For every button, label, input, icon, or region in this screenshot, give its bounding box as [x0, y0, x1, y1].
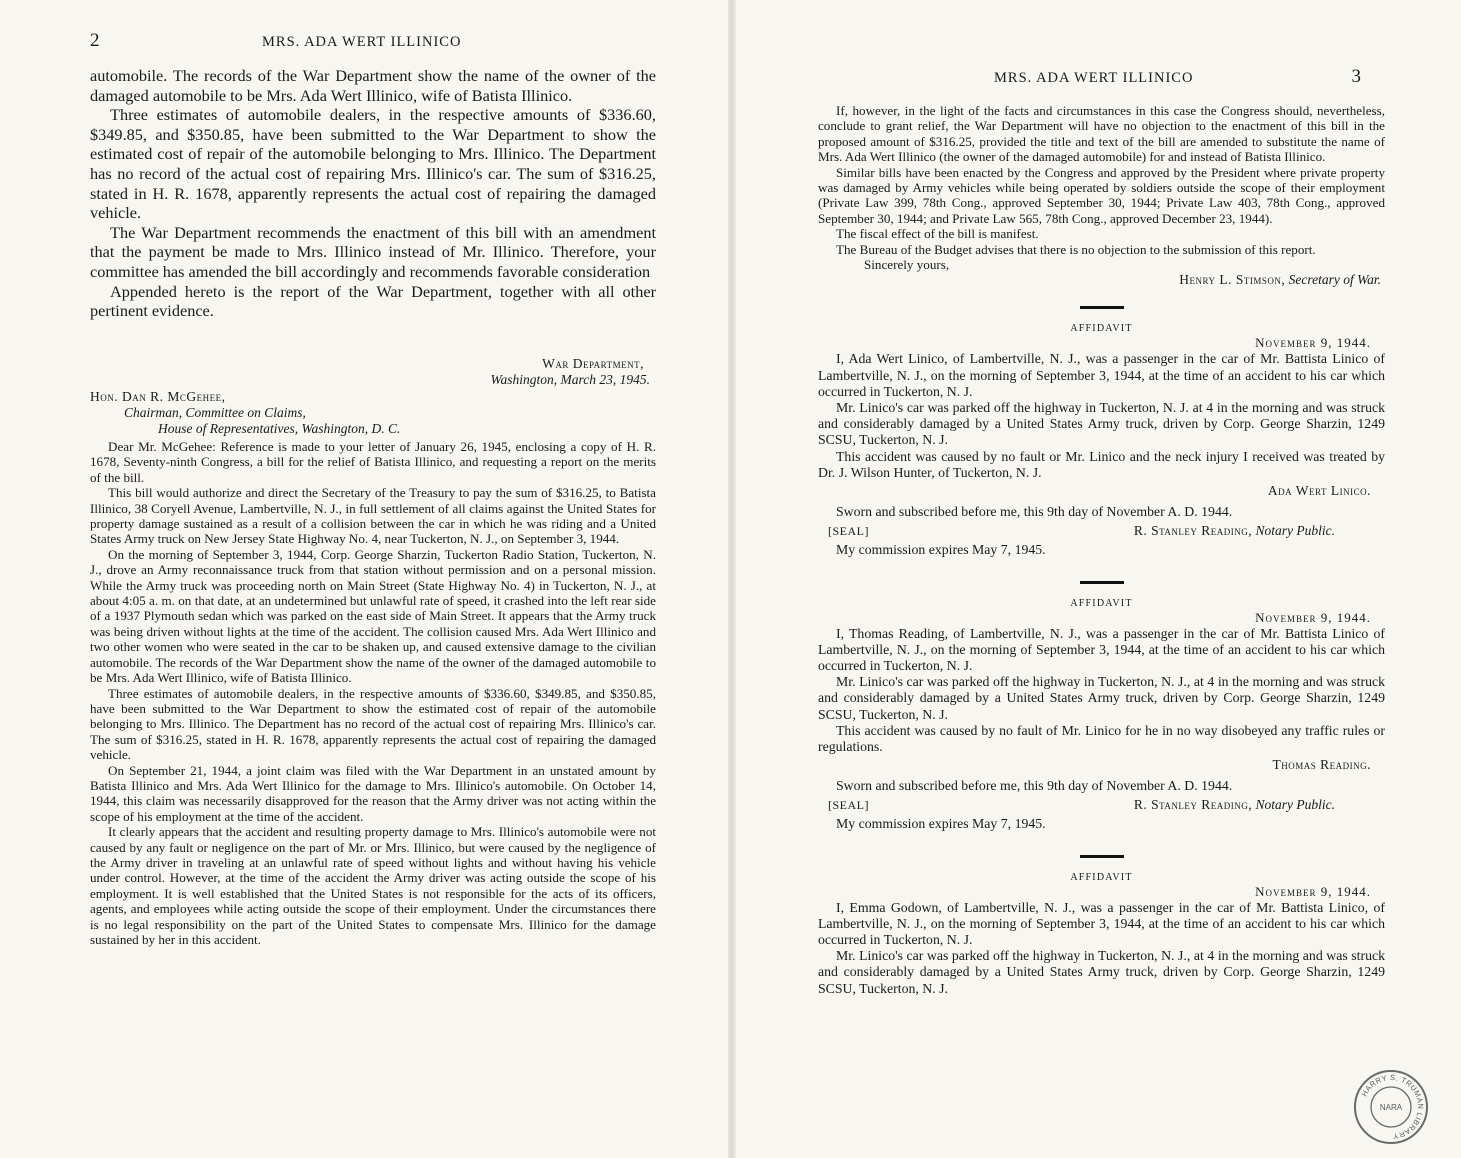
- affidavit-heading: AFFIDAVIT: [1070, 871, 1133, 883]
- left-page: [0, 0, 728, 1158]
- sworn-statement: Sworn and subscribed before me, this 9th day of November A. D. 1944.: [836, 504, 1233, 520]
- affidavit-signer: Ada Wert Linico.: [1267, 483, 1371, 499]
- affidavit-date: November 9, 1944.: [1255, 609, 1371, 625]
- section-rule: [1080, 855, 1124, 858]
- notary-signature: [1134, 523, 1385, 539]
- stamp-text: HARRY S. TRUMAN LIBRARY: [1359, 1072, 1426, 1142]
- notary-name: R. Stanley Reading,: [1133, 523, 1253, 539]
- letter-paragraph: The Bureau of the Budget advises that there is no objection to the submission of this report.: [836, 241, 1316, 257]
- right-page: [736, 0, 1461, 1158]
- letter-paragraph: Three estimates of automobile dealers, in the respective amounts of $336.60, $349.85, and $350.85, have been submitted to the War Department to show the estimated cost of repair of the automobile belonging to Mrs. Illinico. The Department has no record of the actual cost of repairing Mrs. Illinico's car. The sum of $316.25, stated in H. R. 1678, apparently represents the actual cost of repairing the damaged vehicle.: [90, 685, 656, 763]
- section-rule: [1080, 306, 1124, 309]
- addressee-block: [90, 389, 656, 437]
- letter-place-date: Washington, March 23, 1945.: [490, 372, 650, 387]
- letter-head: [90, 356, 656, 388]
- letter-paragraph: On the morning of September 3, 1944, Corp. George Sharzin, Tuckerton Radio Station, Tuckerton, N. J., drove an Army reconnaissance truck from that station without permission and on a personal mission. While the Army truck was proceeding north on Main Street (State Highway No. 4) in Tuckerton, N. J., at about 4:05 a. m. on that date, at an undetermined but unlawful rate of speed, it crashed into the left rear side of a 1937 Plymouth sedan which was parked on the east side of Main Street. It appears that the Army truck was being driven without lights at the time of the accident. The collision caused Mrs. Ada Wert Illinico and two other women who were seated in the car to be shaken up, and caused extensive damage to the civilian automobile. The records of the War Department show the name of the owner of the damaged automobile to be Mrs. Ada Wert Illinico, wife of Batista Illinico.: [90, 546, 656, 686]
- addressee-title: Chairman, Committee on Claims,: [124, 405, 306, 420]
- paragraph: Three estimates of automobile dealers, in the respective amounts of $336.60, $349.85, and $350.85, have been submitted to the War Department to show the estimated cost of repair of the automobile belonging to Mrs. Illinico. The Department has no record of the actual cost of repairing Mrs. Illinico's car. The sum of $316.25, stated in H. R. 1678, apparently represents the actual cost of repairing the damaged vehicle.: [90, 105, 656, 223]
- notary-line: [818, 797, 1385, 813]
- right-running-head: [816, 66, 1361, 90]
- page-number: 2: [90, 30, 100, 51]
- notary-name: R. Stanley Reading,: [1133, 797, 1253, 813]
- page-number: 3: [1351, 66, 1361, 87]
- letter-paragraph: This bill would authorize and direct the Secretary of the Treasury to pay the sum of $316.25, to Batista Illinico, 38 Coryell Avenue, Lambertville, N. J., in full settlement of all claims against the United States for property damage sustained as a result of a collision between the car in which he was riding and a United States Army truck on New Jersey State Highway No. 4, near Tuckerton, N. J., on September 3, 1944.: [90, 485, 656, 547]
- signature-block: [818, 272, 1385, 288]
- left-running-head: [90, 30, 668, 54]
- commission-expiry: My commission expires May 7, 1945.: [836, 542, 1046, 558]
- letter-paragraph: On September 21, 1944, a joint claim was filed with the War Department in an unstated amount by Batista Illinico and Mrs. Ada Wert Illinico for the damage to Mrs. Illinico's automobile. On October 14, 1944, this claim was necessarily disapproved for the reason that the Army driver was not acting within the scope of his employment at the time of the accident.: [90, 762, 656, 824]
- addressee-name: Hon. Dan R. McGehee,: [90, 389, 226, 404]
- affidavit-heading: AFFIDAVIT: [1070, 597, 1133, 609]
- notary-title: Notary Public.: [1255, 523, 1335, 539]
- affidavit: [818, 581, 1385, 833]
- running-head-title: MRS. ADA WERT ILLINICO: [262, 34, 462, 50]
- affidavit-paragraph: I, Emma Godown, of Lambertville, N. J., was a passenger in the car of Mr. Battista Linico, of Lambertville, N. J., on the morning of September 3, 1944, at the time of an accident to his car which occurred in Tuckerton, N. J.: [818, 899, 1385, 947]
- commission-expiry: My commission expires May 7, 1945.: [836, 816, 1046, 832]
- affidavit-paragraph: Mr. Linico's car was parked off the highway in Tuckerton, N. J., at 4 in the morning and was struck and considerably damaged by a United States Army truck, driven by Corp. George Sharzin, 1249 SCSU, Tuckerton, N. J.: [818, 674, 1385, 722]
- paragraph: automobile. The records of the War Department show the name of the owner of the damaged automobile to be Mrs. Ada Wert Illinico, wife of Batista Illinico.: [90, 66, 656, 105]
- letter-closing: Sincerely yours,: [864, 257, 950, 273]
- letter-paragraph: The fiscal effect of the bill is manifest.: [836, 226, 1039, 242]
- affidavit: [818, 855, 1385, 997]
- affidavit-date: November 9, 1944.: [1255, 335, 1371, 351]
- letter-continuation: [818, 103, 1385, 997]
- seal-mark: [SEAL]: [828, 798, 869, 813]
- affidavit-paragraph: I, Ada Wert Linico, of Lambertville, N. J., was a passenger in the car of Mr. Battista Linico of Lambertville, N. J., on the morning of September 3, 1944, at the time of an accident to his car which occurred in Tuckerton, N. J.: [818, 351, 1385, 399]
- paragraph: Appended hereto is the report of the War Department, together with all other pertinent evidence.: [90, 281, 656, 321]
- sworn-statement: Sworn and subscribed before me, this 9th day of November A. D. 1944.: [836, 778, 1233, 794]
- paragraph: The War Department recommends the enactment of this bill with an amendment that the payment be made to Mrs. Illinico instead of Mr. Illinico. Therefore, your committee has amended the bill accordingly and recommends favorable consideration: [90, 222, 656, 281]
- running-head-title: MRS. ADA WERT ILLINICO: [994, 70, 1194, 86]
- affidavit-paragraph: Mr. Linico's car was parked off the highway in Tuckerton, N. J. at 4 in the morning and was struck and considerably damaged by a United States Army truck, driven by Corp. George Sharzin, 1249 SCSU, Tuckerton, N. J.: [818, 400, 1385, 448]
- letter-body: [90, 439, 656, 947]
- signature-title: Secretary of War.: [1288, 272, 1381, 288]
- affidavit-paragraph: Mr. Linico's car was parked off the highway in Tuckerton, N. J., at 4 in the morning and was struck and considerably damaged by a United States Army truck, driven by Corp. George Sharzin, 1249 SCSU, Tuckerton, N. J.: [818, 948, 1385, 996]
- letter-paragraph: If, however, in the light of the facts and circumstances in this case the Congress should, nevertheless, conclude to grant relief, the War Department will have no objection to the enactment of this bill in the proposed amount of $316.25, provided the title and text of the bill are amended to substitute the name of Mrs. Ada Wert Illinico (the owner of the damaged automobile) for and instead of Batista Illinico.: [818, 103, 1385, 165]
- affidavit-signer: Thomas Reading.: [1272, 757, 1371, 773]
- affidavit-heading: AFFIDAVIT: [1070, 323, 1133, 335]
- affidavit-paragraph: This accident was caused by no fault of Mr. Linico for he in no way disobeyed any traffic rules or regulations.: [818, 722, 1385, 754]
- library-seal-icon: [1352, 1068, 1430, 1146]
- book-gutter: [728, 0, 736, 1158]
- affidavit: [818, 306, 1385, 558]
- stamp-center-text: NARA: [1379, 1103, 1403, 1112]
- signature-name: Henry L. Stimson,: [1179, 272, 1286, 288]
- library-stamp: [1352, 1068, 1430, 1146]
- addressee-house: House of Representatives, Washington, D. C.: [158, 421, 401, 436]
- letter-paragraph: It clearly appears that the accident and resulting property damage to Mrs. Illinico's automobile were not caused by any fault or negligence on the part of Mr. or Mrs. Illinico, but were caused by the negligence of the Army driver in traveling at an unlawful rate of speed without lights and without having his vehicle under control. However, at the time of the accident the Army driver was acting outside the scope of his employment. It is well established that the United States is not responsible for the acts of its officers, agents, and employees while acting outside the scope of their employment. Under the circumstances there is no legal responsibility on the part of the United States to compensate Mrs. Illinico for the damage sustained by her in this accident.: [90, 824, 656, 947]
- affidavit-date: November 9, 1944.: [1255, 883, 1371, 899]
- notary-line: [818, 523, 1385, 539]
- war-department-letter: [90, 356, 656, 947]
- report-body: [90, 66, 656, 321]
- seal-mark: [SEAL]: [828, 524, 869, 539]
- letter-paragraph: Dear Mr. McGehee: Reference is made to your letter of January 26, 1945, enclosing a copy of H. R. 1678, Seventy-ninth Congress, a bill for the relief of Batista Illinico, and requesting a report on the merits of the bill.: [90, 439, 656, 485]
- section-rule: [1080, 581, 1124, 584]
- affidavit-paragraph: This accident was caused by no fault or Mr. Linico and the neck injury I received was treated by Dr. J. Wilson Hunter, of Tuckerton, N. J.: [818, 448, 1385, 480]
- notary-title: Notary Public.: [1255, 797, 1335, 813]
- affidavit-paragraph: I, Thomas Reading, of Lambertville, N. J., was a passenger in the car of Mr. Battista Linico of Lambertville, N. J., on the morning of September 3, 1944, at the time of an accident to his car which occurred in Tuckerton, N. J.: [818, 625, 1385, 673]
- notary-signature: [1134, 797, 1385, 813]
- letter-department: War Department,: [542, 356, 644, 371]
- letter-paragraph: Similar bills have been enacted by the Congress and approved by the President where private property was damaged by Army vehicles while being operated by soldiers outside the scope of their employment (Private Law 399, 78th Cong., approved September 30, 1944; Private Law 403, 78th Cong., approved September 30, 1944; and Private Law 565, 78th Cong., approved December 23, 1944).: [818, 164, 1385, 226]
